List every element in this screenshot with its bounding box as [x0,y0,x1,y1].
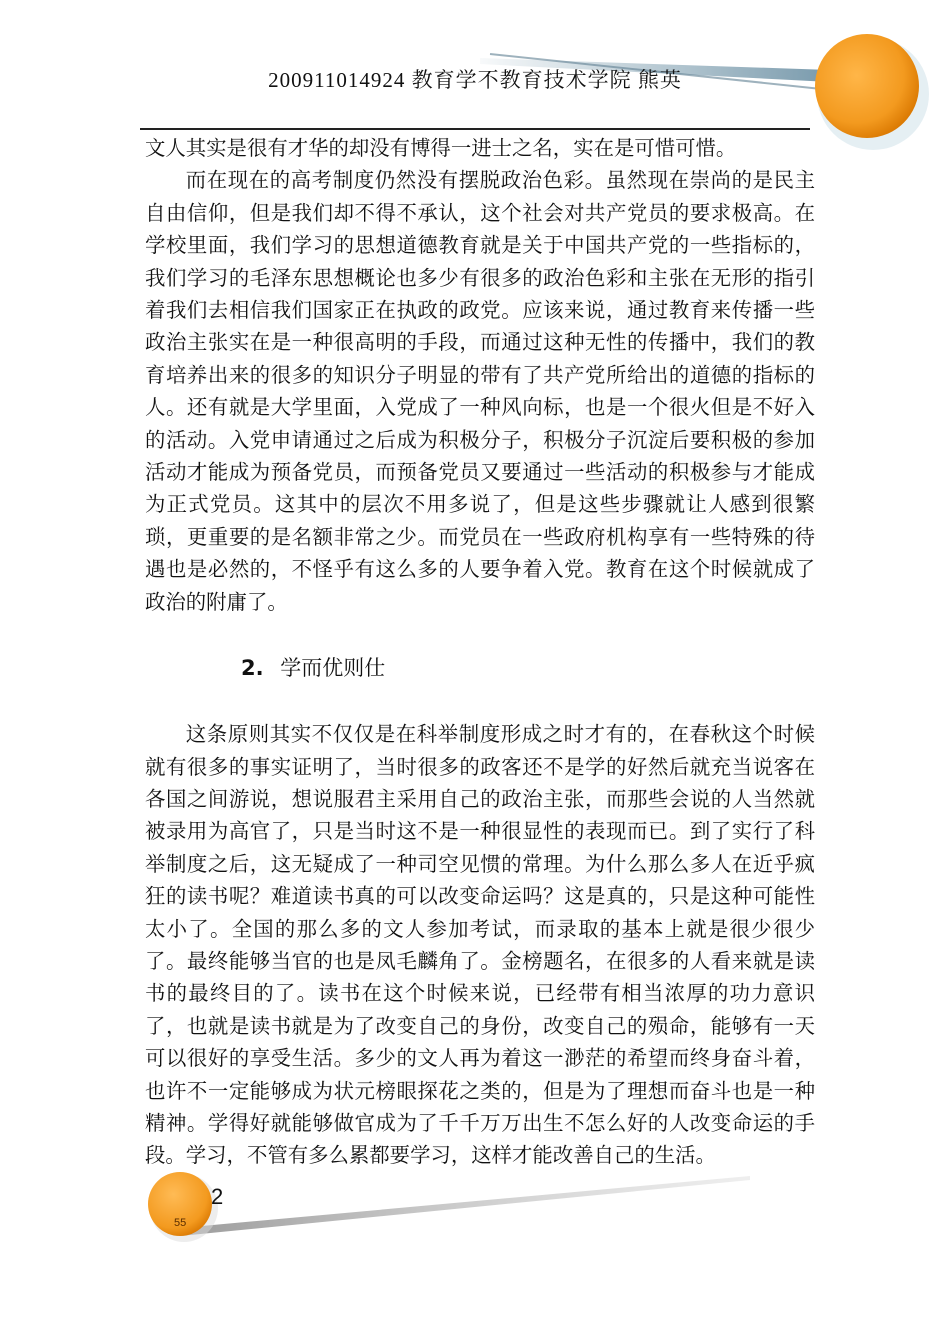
section-title: 学而优则仕 [280,656,386,681]
page-digit: 2 [211,1184,224,1209]
section-heading [145,652,815,684]
section-number: 2. [241,656,264,681]
page-number: 55 [174,1217,187,1229]
footer-decoration [140,1160,760,1250]
paragraph-continued: 文人其实是很有才华的却没有博得一进士之名，实在是可惜可惜。 [145,136,737,160]
paragraph-politics: 而在现在的高考制度仍然没有摆脱政治色彩。虽然现在崇尚的是民主自由信仰，但是我们却不得不承认，这个社会对共产党员的要求极高。在学校里面，我们学习的思想道德教育就是关于中国共产党的一些指标的，我们学习的毛泽东思想概论也多少有很多的政治色彩和主张在无形的指引着我们去相信我们国家正在执政的政党。应该来说，通过教育来传播一些政治主张实在是一种很高明的手段，而通过这种无性的传播中，我们的教育培养出来的很多的知识分子明显的带有了共产党所给出的道德的指标的人。还有就是大学里面，入党成了一种风向标，也是一个很火但是不好入的活动。入党申请通过之后成为积极分子，积极分子沉淀后要积极的参加活动才能成为预备党员，而预备党员又要通过一些活动的积极参与才能成为正式党员。这其中的层次不用多说了，但是这些步骤就让人感到很繁琐，更重要的是名额非常之少。而党员在一些政府机构享有一些特殊的待遇也是必然的，不怪乎有这么多的人要争着入党。教育在这个时候就成了政治的附庸了。 [145,168,815,614]
document-body [145,132,815,1172]
header-divider [140,128,810,130]
paragraph-study-and-office: 这条原则其实不仅仅是在科举制度形成之时才有的，在春秋这个时候就有很多的事实证明了，当时很多的政客还不是学的好然后就充当说客在各国之间游说，想说服君主采用自己的政治主张，而那些会说的人当然就被录用为高官了，只是当时这不是一种很显性的表现而已。到了实行了科举制度之后，这无疑成了一种司空见惯的常理。为什么那么多人在近乎疯狂的读书呢？难道读书真的可以改变命运吗？这是真的，只是这种可能性太小了。全国的那么多的文人参加考试，而录取的基本上就是很少很少了。最终能够当官的也是凤毛麟角了。金榜题名，在很多的人看来就是读书的最终目的了。读书在这个时候来说，已经带有相当浓厚的功力意识了，也就是读书就是为了改变自己的身份，改变自己的殒命，能够有一天可以很好的享受生活。多少的文人再为着这一渺茫的希望而终身奋斗着，也许不一定能够成为状元榜眼探花之类的，但是为了理想而奋斗也是一种精神。学得好就能够做官成为了千千万万出生不怎么好的人改变命运的手段。学习，不管有多么累都要学习，这样才能改善自己的生活。 [145,722,815,1168]
header-title: 200911014924 教育学不教育技术学院 熊英 [268,68,682,92]
